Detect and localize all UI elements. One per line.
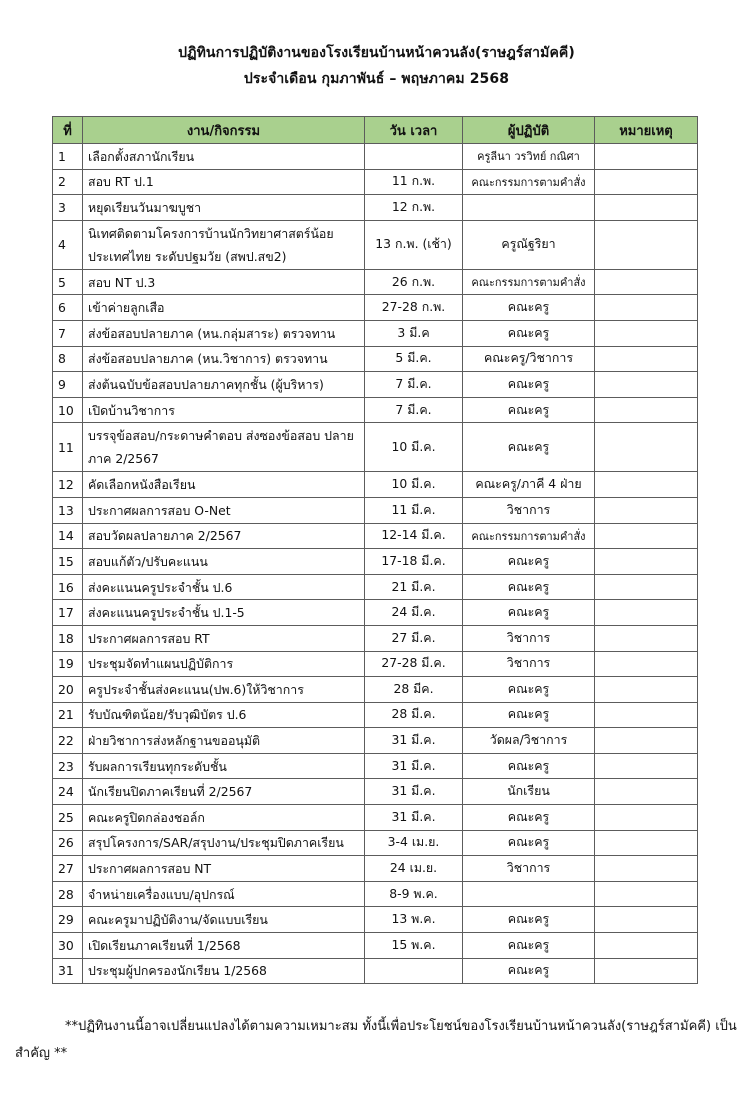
row-note — [595, 933, 698, 959]
row-task: สอบวัดผลปลายภาค 2/2567 — [83, 523, 365, 549]
row-task: เข้าค่ายลูกเสือ — [83, 295, 365, 321]
table-row — [53, 753, 698, 779]
row-number: 21 — [53, 702, 83, 728]
row-task: ส่งข้อสอบปลายภาค (หน.วิชาการ) ตรวจทาน — [83, 346, 365, 372]
table-row — [53, 651, 698, 677]
row-task: เปิดบ้านวิชาการ — [83, 397, 365, 423]
row-responsible: คณะครู — [463, 295, 595, 321]
table-row — [53, 372, 698, 398]
row-date: 31 มี.ค. — [365, 728, 463, 754]
row-date: 28 มีค. — [365, 677, 463, 703]
row-note — [595, 523, 698, 549]
row-number: 2 — [53, 169, 83, 195]
row-task: ประกาศผลการสอบ NT — [83, 856, 365, 882]
row-note — [595, 677, 698, 703]
row-task: สรุปโครงการ/SAR/สรุปงาน/ประชุมปิดภาคเรียน — [83, 830, 365, 856]
row-note — [595, 907, 698, 933]
row-number: 13 — [53, 497, 83, 523]
row-note — [595, 397, 698, 423]
table-row — [53, 169, 698, 195]
row-note — [595, 728, 698, 754]
table-row — [53, 220, 698, 269]
row-number: 8 — [53, 346, 83, 372]
row-number: 18 — [53, 625, 83, 651]
row-note — [595, 295, 698, 321]
row-note — [595, 144, 698, 170]
row-date: 31 มี.ค. — [365, 753, 463, 779]
row-responsible: วิชาการ — [463, 497, 595, 523]
row-task: ประกาศผลการสอบ RT — [83, 625, 365, 651]
row-task: คัดเลือกหนังสือเรียน — [83, 472, 365, 498]
table-row — [53, 702, 698, 728]
table-row — [53, 881, 698, 907]
row-note — [595, 651, 698, 677]
page-subtitle: ประจำเดือน กุมภาพันธ์ – พฤษภาคม 2568 — [243, 71, 510, 87]
table-row — [53, 472, 698, 498]
row-number: 25 — [53, 805, 83, 831]
row-task: ประชุมจัดทำแผนปฏิบัติการ — [83, 651, 365, 677]
row-number: 12 — [53, 472, 83, 498]
header-no: ที่ — [53, 117, 83, 144]
row-number: 14 — [53, 523, 83, 549]
row-note — [595, 600, 698, 626]
row-number: 17 — [53, 600, 83, 626]
row-date: 10 มี.ค. — [365, 423, 463, 472]
row-date: 12 ก.พ. — [365, 195, 463, 221]
row-number: 9 — [53, 372, 83, 398]
row-responsible: วิชาการ — [463, 651, 595, 677]
row-task: ฝ่ายวิชาการส่งหลักฐานขออนุมัติ — [83, 728, 365, 754]
row-date: 11 ก.พ. — [365, 169, 463, 195]
row-number: 31 — [53, 958, 83, 984]
table-row — [53, 397, 698, 423]
page-title: ปฏิทินการปฏิบัติงานของโรงเรียนบ้านหน้าควนลัง(ราษฎร์สามัคคี) — [178, 45, 575, 61]
row-date: 17-18 มี.ค. — [365, 549, 463, 575]
footnote — [15, 1013, 740, 1067]
row-task: บรรจุข้อสอบ/กระดาษคำตอบ ส่งซองข้อสอบ ปลายภาค 2/2567 — [83, 423, 365, 472]
row-task: เปิดเรียนภาคเรียนที่ 1/2568 — [83, 933, 365, 959]
row-date: 31 มี.ค. — [365, 805, 463, 831]
table-row — [53, 295, 698, 321]
row-date: 13 ก.พ. (เช้า) — [365, 220, 463, 269]
row-responsible: วิชาการ — [463, 625, 595, 651]
row-task: ส่งข้อสอบปลายภาค (หน.กลุ่มสาระ) ตรวจทาน — [83, 320, 365, 346]
row-date: 21 มี.ค. — [365, 574, 463, 600]
row-number: 20 — [53, 677, 83, 703]
row-responsible: คณะครู — [463, 600, 595, 626]
row-number: 11 — [53, 423, 83, 472]
row-task: เลือกตั้งสภานักเรียน — [83, 144, 365, 170]
row-note — [595, 497, 698, 523]
row-responsible: คณะกรรมการตามคำสั่ง — [463, 523, 595, 549]
row-number: 15 — [53, 549, 83, 575]
row-number: 6 — [53, 295, 83, 321]
row-number: 10 — [53, 397, 83, 423]
row-task: รับบัณฑิตน้อย/รับวุฒิบัตร ป.6 — [83, 702, 365, 728]
header-date: วัน เวลา — [365, 117, 463, 144]
row-date: 13 พ.ค. — [365, 907, 463, 933]
row-number: 24 — [53, 779, 83, 805]
row-task: รับผลการเรียนทุกระดับชั้น — [83, 753, 365, 779]
table-row — [53, 958, 698, 984]
row-number: 27 — [53, 856, 83, 882]
row-number: 29 — [53, 907, 83, 933]
row-date: 7 มี.ค. — [365, 372, 463, 398]
row-responsible: คณะกรรมการตามคำสั่ง — [463, 269, 595, 295]
row-task: นิเทศติดตามโครงการบ้านนักวิทยาศาสตร์น้อยประเทศไทย ระดับปฐมวัย (สพป.สข2) — [83, 220, 365, 269]
row-number: 3 — [53, 195, 83, 221]
table-row — [53, 423, 698, 472]
footnote-text: **ปฏิทินงานนี้อาจเปลี่ยนแปลงได้ตามความเหมาะสม ทั้งนี้เพื่อประโยชน์ของโรงเรียนบ้านหน้าควนลัง(ราษฎร์สามัคคี) เป็นสำคัญ ** — [15, 1019, 737, 1061]
row-note — [595, 169, 698, 195]
row-task: ส่งคะแนนครูประจำชั้น ป.1-5 — [83, 600, 365, 626]
row-task: ครูประจำชั้นส่งคะแนน(ปพ.6)ให้วิชาการ — [83, 677, 365, 703]
row-note — [595, 779, 698, 805]
row-task: ส่งต้นฉบับข้อสอบปลายภาคทุกชั้น (ผู้บริหาร) — [83, 372, 365, 398]
row-responsible: ครูลีนา วรวิทย์ กณิศา — [463, 144, 595, 170]
row-task: สอบ RT ป.1 — [83, 169, 365, 195]
row-number: 19 — [53, 651, 83, 677]
row-number: 1 — [53, 144, 83, 170]
row-number: 16 — [53, 574, 83, 600]
row-task: ประชุมผู้ปกครองนักเรียน 1/2568 — [83, 958, 365, 984]
row-note — [595, 856, 698, 882]
row-note — [595, 805, 698, 831]
table-row — [53, 728, 698, 754]
row-date: 24 มี.ค. — [365, 600, 463, 626]
row-note — [595, 549, 698, 575]
table-row — [53, 195, 698, 221]
row-responsible: คณะครู — [463, 677, 595, 703]
row-responsible: คณะครู — [463, 549, 595, 575]
table-row — [53, 830, 698, 856]
row-responsible: คณะครู — [463, 372, 595, 398]
row-responsible: คณะครู — [463, 423, 595, 472]
row-responsible: คณะครู/ภาคี 4 ฝ่าย — [463, 472, 595, 498]
row-date: 28 มี.ค. — [365, 702, 463, 728]
row-number: 7 — [53, 320, 83, 346]
row-note — [595, 625, 698, 651]
row-date: 27-28 มี.ค. — [365, 651, 463, 677]
row-date: 3-4 เม.ย. — [365, 830, 463, 856]
row-responsible: คณะครู — [463, 933, 595, 959]
table-header-row — [53, 117, 698, 144]
row-date: 26 ก.พ. — [365, 269, 463, 295]
row-date: 10 มี.ค. — [365, 472, 463, 498]
row-responsible: นักเรียน — [463, 779, 595, 805]
row-task: ประกาศผลการสอบ O-Net — [83, 497, 365, 523]
table-row — [53, 625, 698, 651]
row-note — [595, 269, 698, 295]
row-responsible: คณะครู/วิชาการ — [463, 346, 595, 372]
table-row — [53, 346, 698, 372]
row-date: 27-28 ก.พ. — [365, 295, 463, 321]
row-responsible: คณะครู — [463, 702, 595, 728]
table-row — [53, 600, 698, 626]
row-responsible: วัดผล/วิชาการ — [463, 728, 595, 754]
row-responsible — [463, 881, 595, 907]
row-responsible: คณะครู — [463, 574, 595, 600]
row-task: ส่งคะแนนครูประจำชั้น ป.6 — [83, 574, 365, 600]
row-number: 28 — [53, 881, 83, 907]
row-note — [595, 472, 698, 498]
row-number: 26 — [53, 830, 83, 856]
row-responsible: ครูณัฐริยา — [463, 220, 595, 269]
row-note — [595, 881, 698, 907]
row-date: 5 มี.ค. — [365, 346, 463, 372]
row-responsible: วิชาการ — [463, 856, 595, 882]
row-note — [595, 372, 698, 398]
row-responsible: คณะครู — [463, 397, 595, 423]
row-responsible: คณะครู — [463, 830, 595, 856]
row-number: 4 — [53, 220, 83, 269]
row-note — [595, 220, 698, 269]
table-row — [53, 574, 698, 600]
table-row — [53, 549, 698, 575]
row-responsible: คณะครู — [463, 753, 595, 779]
row-date: 3 มี.ค — [365, 320, 463, 346]
table-row — [53, 320, 698, 346]
row-responsible: คณะครู — [463, 907, 595, 933]
row-responsible: คณะครู — [463, 805, 595, 831]
table-row — [53, 523, 698, 549]
row-task: สอบแก้ตัว/ปรับคะแนน — [83, 549, 365, 575]
row-date: 27 มี.ค. — [365, 625, 463, 651]
row-number: 30 — [53, 933, 83, 959]
row-note — [595, 346, 698, 372]
row-date: 11 มี.ค. — [365, 497, 463, 523]
table-row — [53, 677, 698, 703]
row-responsible: คณะกรรมการตามคำสั่ง — [463, 169, 595, 195]
row-date: 8-9 พ.ค. — [365, 881, 463, 907]
row-date: 15 พ.ค. — [365, 933, 463, 959]
table-row — [53, 805, 698, 831]
row-number: 23 — [53, 753, 83, 779]
row-task: หยุดเรียนวันมาฆบูชา — [83, 195, 365, 221]
row-number: 5 — [53, 269, 83, 295]
row-note — [595, 958, 698, 984]
table-row — [53, 269, 698, 295]
row-date: 12-14 มี.ค. — [365, 523, 463, 549]
header-note: หมายเหตุ — [595, 117, 698, 144]
row-note — [595, 320, 698, 346]
row-date: 7 มี.ค. — [365, 397, 463, 423]
row-note — [595, 423, 698, 472]
schedule-table — [52, 116, 698, 984]
table-row — [53, 779, 698, 805]
row-note — [595, 830, 698, 856]
table-row — [53, 907, 698, 933]
table-row — [53, 144, 698, 170]
row-task: สอบ NT ป.3 — [83, 269, 365, 295]
row-responsible: คณะครู — [463, 958, 595, 984]
row-task: จำหน่ายเครื่องแบบ/อุปกรณ์ — [83, 881, 365, 907]
row-date — [365, 958, 463, 984]
table-row — [53, 856, 698, 882]
row-responsible: คณะครู — [463, 320, 595, 346]
row-task: นักเรียนปิดภาคเรียนที่ 2/2567 — [83, 779, 365, 805]
row-task: คณะครูมาปฏิบัติงาน/จัดแบบเรียน — [83, 907, 365, 933]
row-note — [595, 574, 698, 600]
row-note — [595, 753, 698, 779]
row-task: คณะครูปิดกล่องชอล์ก — [83, 805, 365, 831]
header-task: งาน/กิจกรรม — [83, 117, 365, 144]
table-row — [53, 933, 698, 959]
row-note — [595, 702, 698, 728]
row-note — [595, 195, 698, 221]
table-row — [53, 497, 698, 523]
row-date: 31 มี.ค. — [365, 779, 463, 805]
row-responsible — [463, 195, 595, 221]
row-date — [365, 144, 463, 170]
header-responsible: ผู้ปฏิบัติ — [463, 117, 595, 144]
row-date: 24 เม.ย. — [365, 856, 463, 882]
row-number: 22 — [53, 728, 83, 754]
